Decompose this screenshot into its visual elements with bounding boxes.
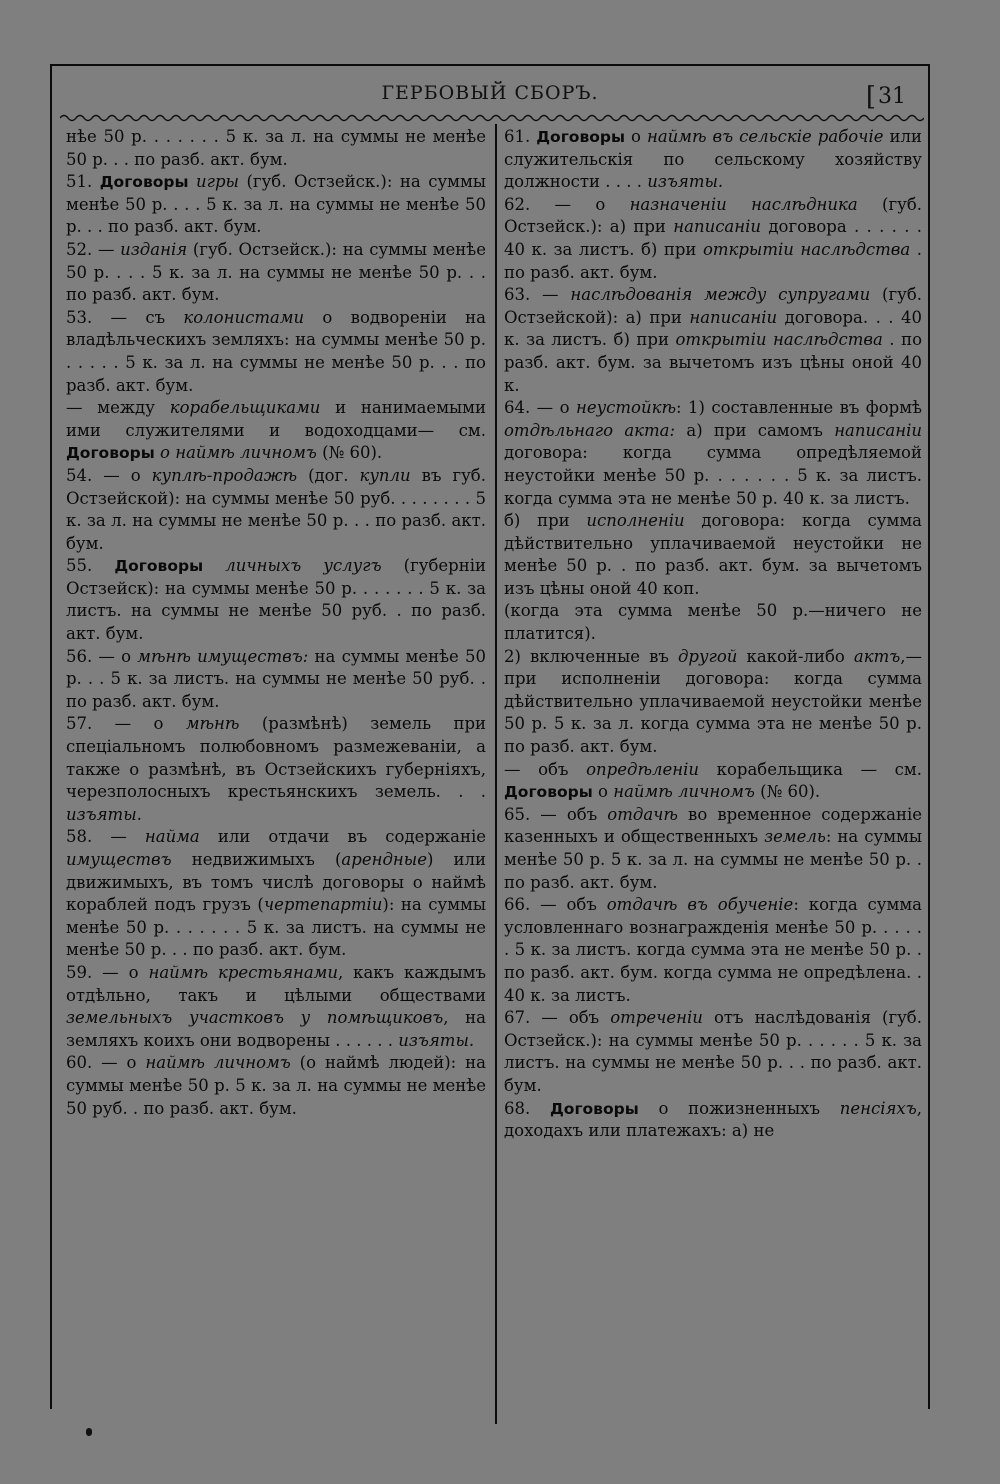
page-number-value: 31 — [878, 84, 906, 109]
dictionary-entry: (когда эта сумма менѣе 50 р.—ничего не платится). — [504, 601, 922, 644]
page-frame — [50, 64, 930, 1409]
dictionary-entry: 64. — о неустойкѣ: 1) составленные въ формѣ отдѣльнаго акта: а) при самомъ написаніи договора: когда сумма опредѣляемой неустойки менѣе 50 р. . . . . . . 5 к. за листъ. когда сумма эта не менѣе 50 р. 40 к. за листъ. — [504, 398, 923, 508]
dictionary-entry: 65. — объ отдачѣ во временное содержаніе казенныхъ и общественныхъ земель: на суммы менѣе 50 р. 5 к. за л. на суммы не менѣе 50 р. . по разб. акт. бум. — [504, 804, 922, 892]
dictionary-entry: 66. — объ отдачѣ въ обученіе: когда сумма условленнаго вознагражденія менѣе 50 р. . . . . . 5 к. за листъ. когда сумма эта не менѣе 50 р. . по разб. акт. бум. когда сумма не опредѣлена. . 40 к. за листъ. — [504, 895, 922, 1005]
dictionary-entry: б) при исполненіи договора: когда сумма дѣйствительно уплачиваемой неустойки не менѣе 50 р. . по разб. акт. бум. за вычетомъ изъ цѣны оной 40 коп. — [504, 511, 922, 598]
left-column — [66, 126, 486, 1120]
dictionary-entry: 67. — объ отреченіи отъ наслѣдованія (губ. Остзейск.): на суммы менѣе 50 р. . . . . . 5 к. за листъ. на суммы не менѣе 50 р. . . по разб. акт. бум. — [504, 1008, 922, 1095]
dictionary-entry: 57. — о мѣнѣ (размѣнѣ) земель при спеціальномъ полюбовномъ размежеваніи, а также о размѣнѣ, въ Остзейскихъ губерніяхъ, черезполосныхъ крестьянскихъ земель. . . изъяты. — [66, 714, 486, 824]
column-divider — [495, 124, 497, 1424]
dictionary-entry: 61. Договоры о наймѣ въ сельскіе рабочіе или служительскія по сельскому хозяйству должности . . . . изъяты. — [504, 127, 922, 192]
dictionary-entry: нѣе 50 р. . . . . . . 5 к. за л. на суммы не менѣе 50 р. . . по разб. акт. бум. — [66, 127, 486, 169]
wavy-rule — [60, 112, 924, 124]
dictionary-entry: — объ опредѣленіи корабельщика — см. Договоры о наймѣ личномъ (№ 60). — [504, 759, 922, 802]
dictionary-entry: 2) включенные въ другой какой-либо актъ,—при исполненіи договора: когда сумма дѣйствительно уплачиваемой неустойки менѣе 50 р. 5 к. за л. когда сумма эта не менѣе 50 р. по разб. акт. бум. — [504, 646, 922, 757]
dictionary-entry: 58. — найма или отдачи въ содержаніе имуществъ недвижимыхъ (арендные) или движимыхъ, въ томъ числѣ договоры о наймѣ кораблей подъ грузъ (чертепартіи): на суммы менѣе 50 р. . . . . . . 5 к. за листъ. на суммы не менѣе 50 р. . . по разб. акт. бум. — [66, 827, 486, 960]
page-number — [866, 80, 906, 110]
dictionary-entry: 51. Договоры игры (губ. Остзейск.): на суммы менѣе 50 р. . . . 5 к. за л. на суммы не менѣе 50 р. . . по разб. акт. бум. — [66, 172, 486, 237]
right-column — [504, 126, 922, 1143]
page-header — [52, 78, 928, 110]
running-title: ГЕРБОВЫЙ СБОРЪ. — [381, 82, 599, 104]
dictionary-entry: 60. — о наймѣ личномъ (о наймѣ людей): на суммы менѣе 50 р. 5 к. за л. на суммы не менѣе 50 руб. . по разб. акт. бум. — [66, 1053, 486, 1118]
dictionary-entry: 59. — о наймѣ крестьянами, какъ каждымъ отдѣльно, такъ и цѣлыми обществами земельныхъ участковъ у помѣщиковъ, на земляхъ коихъ они водворены . . . . . . изъяты. — [66, 962, 487, 1050]
ink-mark — [86, 1428, 92, 1436]
bracket-ornament: [ — [865, 82, 876, 112]
dictionary-entry: 63. — наслѣдованія между супругами (губ. Остзейской): а) при написаніи договора. . . 40 к. за листъ. б) при открытіи наслѣдства . по разб. акт. бум. за вычетомъ изъ цѣны оной 40 к. — [504, 285, 923, 395]
dictionary-entry: 55. Договоры личныхъ услугъ (губерніи Остзейск): на суммы менѣе 50 р. . . . . . . 5 к. за листъ. на суммы не менѣе 50 руб. . по разб. акт. бум. — [66, 556, 486, 644]
dictionary-entry: 68. Договоры о пожизненныхъ пенсіяхъ, доходахъ или платежахъ: а) не — [504, 1098, 922, 1141]
dictionary-entry: — между корабельщиками и нанимаемыми ими служителями и водоходцами— см. Договоры о наймѣ личномъ (№ 60). — [66, 398, 486, 463]
dictionary-entry: 62. — о назначеніи наслѣдника (губ. Остзейск.): а) при написаніи договора . . . . . . 40 к. за листъ. б) при открытіи наслѣдства . по разб. акт. бум. — [504, 194, 922, 282]
dictionary-entry: 54. — о куплѣ-продажѣ (дог. купли въ губ. Остзейской): на суммы менѣе 50 руб. . . . . . . . 5 к. за л. на суммы не менѣе 50 р. . . по разб. акт. бум. — [66, 465, 486, 553]
dictionary-entry: 53. — съ колонистами о водвореніи на владѣльческихъ земляхъ: на суммы менѣе 50 р. . . . . . 5 к. за л. на суммы не менѣе 50 р. . . по разб. акт. бум. — [66, 307, 486, 395]
dictionary-entry: 56. — о мѣнѣ имуществъ: на суммы менѣе 50 р. . . 5 к. за листъ. на суммы не менѣе 50 руб. . по разб. акт. бум. — [66, 646, 487, 711]
dictionary-entry: 52. — изданія (губ. Остзейск.): на суммы менѣе 50 р. . . . 5 к. за л. на суммы не менѣе 50 р. . . по разб. акт. бум. — [66, 239, 486, 305]
